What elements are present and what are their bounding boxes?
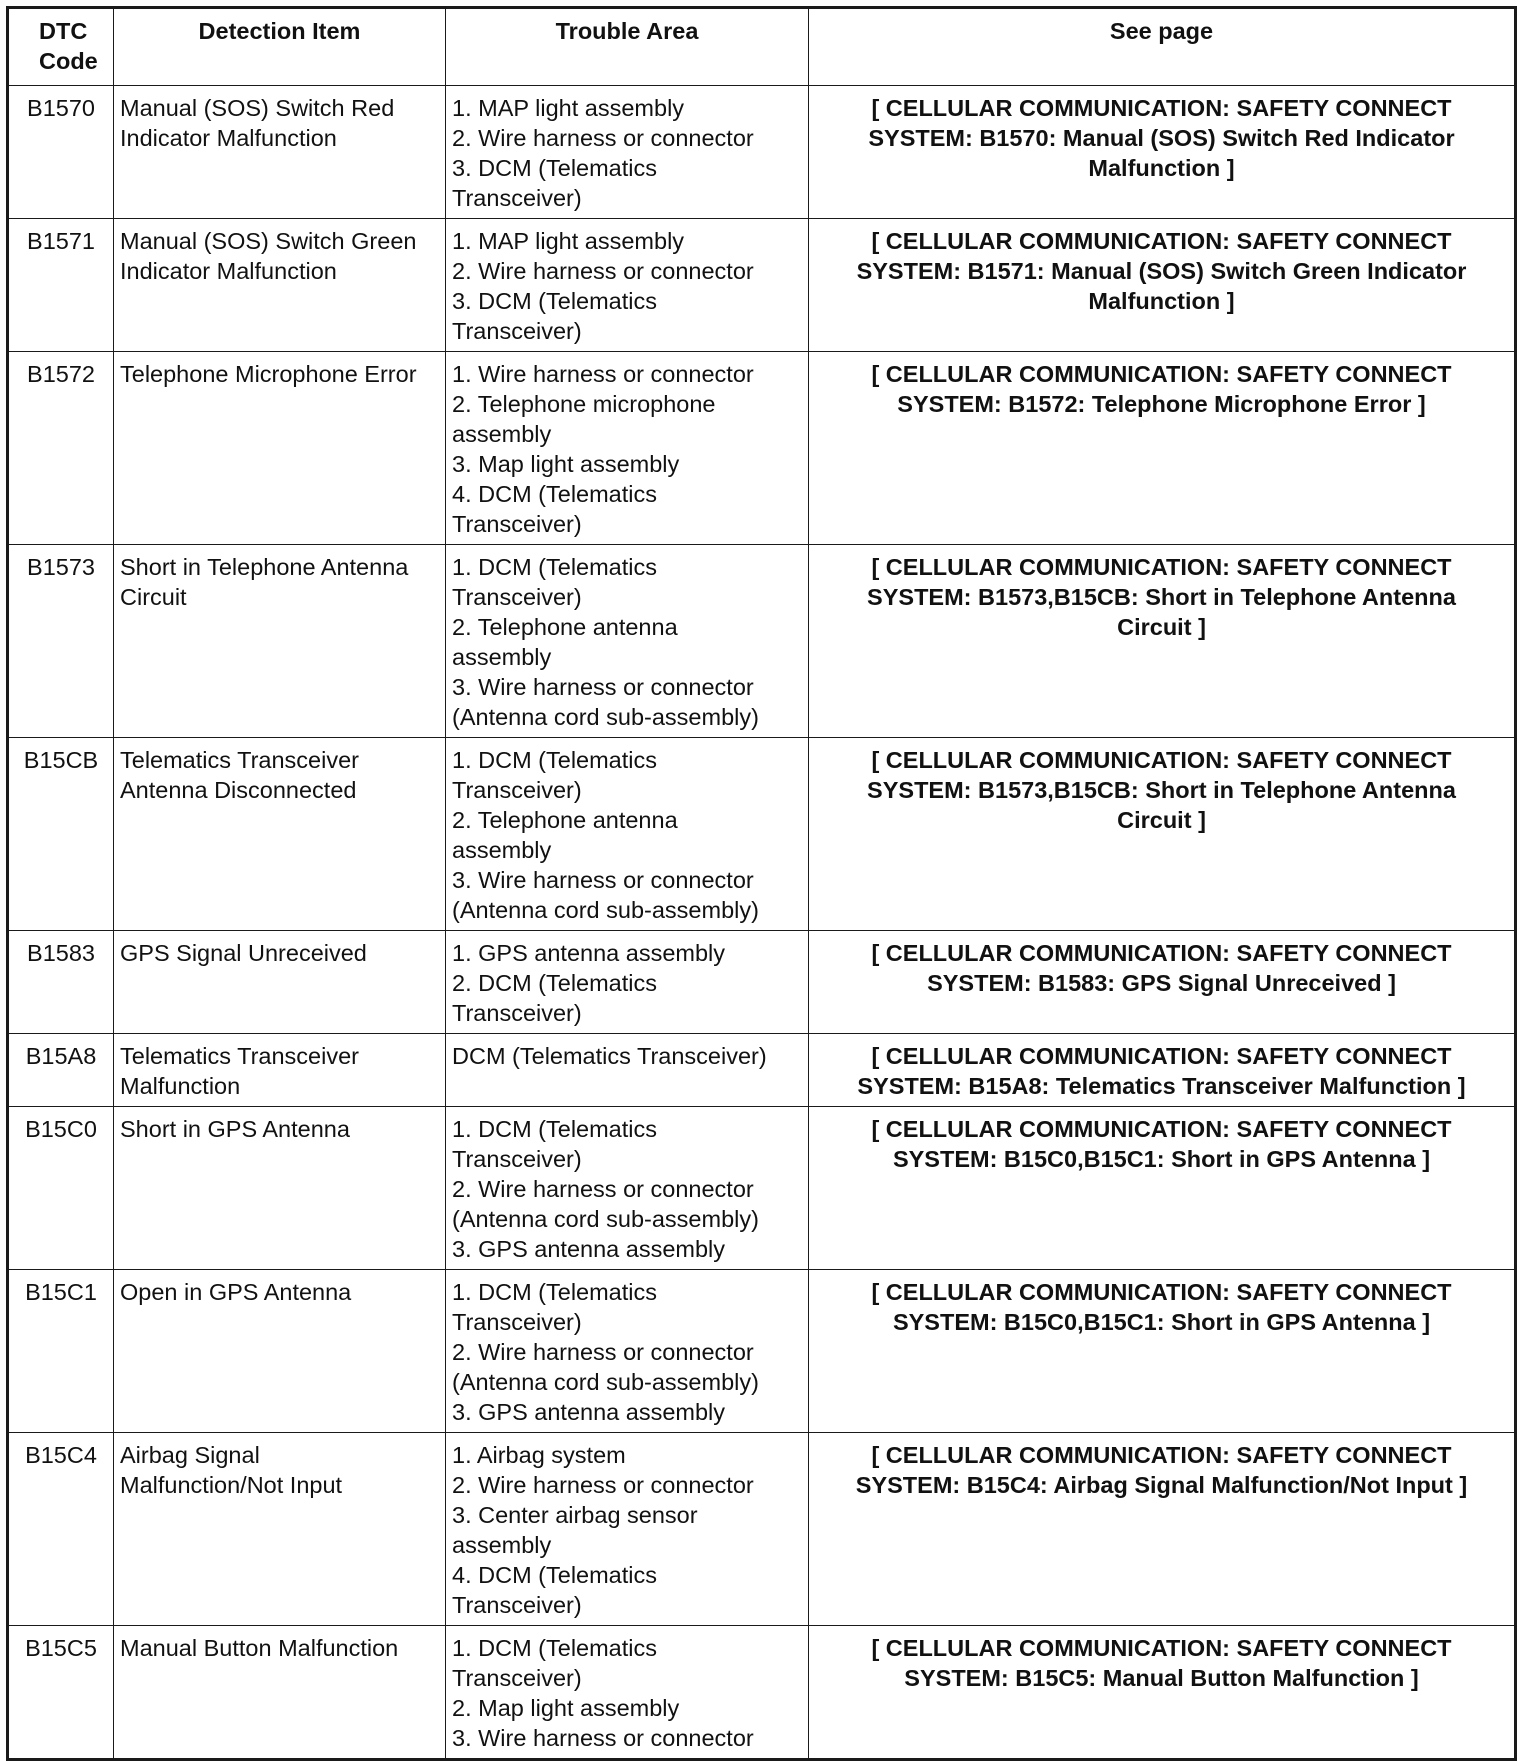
detection-item-line: Short in GPS Antenna [120,1116,350,1142]
detection-item-cell [114,1107,446,1270]
detection-item-cell [114,738,446,931]
dtc-code-cell: B1583 [8,931,114,1034]
detection-item-line: Telephone Microphone Error [120,361,417,387]
trouble-area-line: assembly [452,1532,552,1558]
detection-item-cell [114,1433,446,1626]
see-page-reference-line[interactable]: SYSTEM: B15A8: Telematics Transceiver Malfunction ] [857,1073,1466,1099]
trouble-area-cell [446,545,809,738]
trouble-area-line: 1. DCM (Telematics [452,1279,658,1305]
trouble-area-cell [446,1034,809,1107]
see-page-reference-line[interactable]: SYSTEM: B15C0,B15C1: Short in GPS Antenna ] [892,1309,1431,1335]
detection-item-cell [114,1626,446,1760]
detection-item-line: Manual Button Malfunction [120,1635,399,1661]
see-page-reference-line[interactable]: Circuit ] [1117,614,1206,640]
trouble-area-line: 3. Center airbag sensor [452,1502,698,1528]
trouble-area-cell [446,1270,809,1433]
trouble-area-line: 3. Wire harness or connector [452,867,754,893]
detection-item-cell [114,931,446,1034]
trouble-area-line: 2. Telephone antenna [452,807,678,833]
table-body [8,86,1516,1760]
see-page-reference-line[interactable]: [ CELLULAR COMMUNICATION: SAFETY CONNECT [871,554,1452,580]
trouble-area-line: Transceiver) [452,584,582,610]
see-page-reference-line[interactable]: SYSTEM: B1572: Telephone Microphone Error ] [897,391,1426,417]
trouble-area-line: 1. DCM (Telematics [452,554,658,580]
trouble-area-line: 2. Wire harness or connector [452,258,754,284]
trouble-area-line: 3. GPS antenna assembly [452,1399,726,1425]
dtc-code-cell: B15C0 [8,1107,114,1270]
trouble-area-line: 4. DCM (Telematics [452,1562,658,1588]
trouble-area-line: (Antenna cord sub-assembly) [452,704,759,730]
see-page-reference-line[interactable]: SYSTEM: B1573,B15CB: Short in Telephone Antenna [867,584,1456,610]
trouble-area-line: 1. Wire harness or connector [452,361,754,387]
trouble-area-line: 2. DCM (Telematics [452,970,658,996]
table-row [8,545,1516,738]
see-page-reference-cell[interactable] [809,352,1516,545]
table-row [8,1270,1516,1433]
trouble-area-cell [446,738,809,931]
trouble-area-line: 2. Map light assembly [452,1695,680,1721]
table-row [8,86,1516,219]
trouble-area-line: 1. GPS antenna assembly [452,940,726,966]
trouble-area-cell [446,352,809,545]
detection-item-line: GPS Signal Unreceived [120,940,367,966]
trouble-area-line: assembly [452,644,552,670]
table-row [8,1107,1516,1270]
see-page-reference-line[interactable]: [ CELLULAR COMMUNICATION: SAFETY CONNECT [871,1279,1452,1305]
trouble-area-line: (Antenna cord sub-assembly) [452,1369,759,1395]
trouble-area-line: DCM (Telematics Transceiver) [452,1043,767,1069]
detection-item-line: Manual (SOS) Switch Green [120,228,417,254]
dtc-code-cell: B1572 [8,352,114,545]
trouble-area-line: 3. Wire harness or connector [452,674,754,700]
see-page-reference-cell[interactable] [809,1034,1516,1107]
dtc-code-cell: B1571 [8,219,114,352]
see-page-reference-line[interactable]: [ CELLULAR COMMUNICATION: SAFETY CONNECT [871,95,1452,121]
trouble-area-line: Transceiver) [452,1309,582,1335]
detection-item-line: Malfunction/Not Input [120,1472,343,1498]
detection-item-line: Telematics Transceiver [120,1043,359,1069]
header-row [8,8,1516,86]
see-page-reference-line[interactable]: SYSTEM: B15C5: Manual Button Malfunction ] [904,1665,1419,1691]
table-row [8,1034,1516,1107]
trouble-area-line: Transceiver) [452,1592,582,1618]
see-page-reference-line[interactable]: SYSTEM: B15C4: Airbag Signal Malfunction/Not Input ] [855,1472,1468,1498]
see-page-reference-line[interactable]: Circuit ] [1117,807,1206,833]
trouble-area-line: (Antenna cord sub-assembly) [452,1206,759,1232]
detection-item-line: Manual (SOS) Switch Red [120,95,395,121]
dtc-code-cell: B1573 [8,545,114,738]
detection-item-line: Airbag Signal [120,1442,260,1468]
dtc-code-cell: B15CB [8,738,114,931]
trouble-area-line: 2. Telephone microphone [452,391,716,417]
see-page-reference-line[interactable]: SYSTEM: B1583: GPS Signal Unreceived ] [927,970,1396,996]
see-page-reference-line[interactable]: [ CELLULAR COMMUNICATION: SAFETY CONNECT [871,940,1452,966]
trouble-area-line: 2. Telephone antenna [452,614,678,640]
table-row [8,738,1516,931]
see-page-reference-cell[interactable] [809,86,1516,219]
trouble-area-line: Transceiver) [452,1665,582,1691]
see-page-reference-line[interactable]: [ CELLULAR COMMUNICATION: SAFETY CONNECT [871,1043,1452,1069]
see-page-reference-line[interactable]: [ CELLULAR COMMUNICATION: SAFETY CONNECT [871,228,1452,254]
table-row [8,1626,1516,1760]
header-see-page: See page [809,8,1516,86]
see-page-reference-cell[interactable] [809,931,1516,1034]
table-row [8,931,1516,1034]
header-trouble-area: Trouble Area [446,8,809,86]
trouble-area-cell [446,1107,809,1270]
dtc-code-cell: B15C1 [8,1270,114,1433]
dtc-code-cell: B15C5 [8,1626,114,1760]
see-page-reference-cell[interactable] [809,1626,1516,1760]
trouble-area-line: 3. DCM (Telematics [452,288,658,314]
trouble-area-line: 2. Wire harness or connector [452,1339,754,1365]
detection-item-cell [114,1034,446,1107]
see-page-reference-line[interactable]: Malfunction ] [1088,155,1235,181]
trouble-area-line: 1. DCM (Telematics [452,747,658,773]
detection-item-line: Indicator Malfunction [120,258,337,284]
trouble-area-line: 1. MAP light assembly [452,95,685,121]
trouble-area-cell [446,1433,809,1626]
trouble-area-line: Transceiver) [452,1000,582,1026]
dtc-code-cell: B15C4 [8,1433,114,1626]
see-page-reference-cell[interactable] [809,738,1516,931]
see-page-reference-line[interactable]: [ CELLULAR COMMUNICATION: SAFETY CONNECT [871,1116,1452,1142]
trouble-area-line: 3. Map light assembly [452,451,680,477]
trouble-area-line: 3. DCM (Telematics [452,155,658,181]
header-dtc-code: DTC Code [8,8,114,86]
detection-item-line: Short in Telephone Antenna [120,554,409,580]
table-row [8,219,1516,352]
detection-item-line: Circuit [120,584,187,610]
trouble-area-line: 3. Wire harness or connector [452,1725,754,1751]
see-page-reference-cell[interactable] [809,1107,1516,1270]
detection-item-line: Telematics Transceiver [120,747,359,773]
see-page-reference-line[interactable]: [ CELLULAR COMMUNICATION: SAFETY CONNECT [871,1442,1452,1468]
trouble-area-line: 1. DCM (Telematics [452,1116,658,1142]
trouble-area-line: assembly [452,421,552,447]
detection-item-cell [114,86,446,219]
see-page-reference-cell[interactable] [809,545,1516,738]
trouble-area-cell [446,219,809,352]
trouble-area-cell [446,86,809,219]
see-page-reference-line[interactable]: [ CELLULAR COMMUNICATION: SAFETY CONNECT [871,1635,1452,1661]
see-page-reference-line[interactable]: SYSTEM: B1571: Manual (SOS) Switch Green Indicator [856,258,1467,284]
see-page-reference-line[interactable]: [ CELLULAR COMMUNICATION: SAFETY CONNECT [871,747,1452,773]
see-page-reference-cell[interactable] [809,1433,1516,1626]
detection-item-cell [114,1270,446,1433]
detection-item-line: Open in GPS Antenna [120,1279,352,1305]
trouble-area-line: 1. Airbag system [452,1442,626,1468]
detection-item-cell [114,545,446,738]
detection-item-line: Antenna Disconnected [120,777,357,803]
trouble-area-cell [446,931,809,1034]
trouble-area-line: 2. Wire harness or connector [452,1472,754,1498]
trouble-area-line: assembly [452,837,552,863]
trouble-area-line: Transceiver) [452,777,582,803]
see-page-reference-line[interactable]: [ CELLULAR COMMUNICATION: SAFETY CONNECT [871,361,1452,387]
trouble-area-line: 1. DCM (Telematics [452,1635,658,1661]
trouble-area-line: (Antenna cord sub-assembly) [452,897,759,923]
dtc-code-cell: B15A8 [8,1034,114,1107]
detection-item-cell [114,352,446,545]
see-page-reference-line[interactable]: SYSTEM: B15C0,B15C1: Short in GPS Antenna ] [892,1146,1431,1172]
see-page-reference-line[interactable]: SYSTEM: B1573,B15CB: Short in Telephone Antenna [867,777,1456,803]
table-row [8,352,1516,545]
trouble-area-line: Transceiver) [452,1146,582,1172]
trouble-area-line: Transceiver) [452,185,582,211]
trouble-area-line: 2. Wire harness or connector [452,1176,754,1202]
detection-item-line: Indicator Malfunction [120,125,337,151]
trouble-area-line: 2. Wire harness or connector [452,125,754,151]
header-detection-item: Detection Item [114,8,446,86]
dtc-table-sheet [6,6,1514,1761]
trouble-area-line: 3. GPS antenna assembly [452,1236,726,1262]
see-page-reference-line[interactable]: SYSTEM: B1570: Manual (SOS) Switch Red Indicator [868,125,1455,151]
table-row [8,1433,1516,1626]
see-page-reference-cell[interactable] [809,1270,1516,1433]
dtc-table [6,6,1517,1761]
detection-item-line: Malfunction [120,1073,241,1099]
trouble-area-line: 1. MAP light assembly [452,228,685,254]
trouble-area-cell [446,1626,809,1760]
detection-item-cell [114,219,446,352]
trouble-area-line: Transceiver) [452,511,582,537]
trouble-area-line: Transceiver) [452,318,582,344]
trouble-area-line: 4. DCM (Telematics [452,481,658,507]
see-page-reference-cell[interactable] [809,219,1516,352]
see-page-reference-line[interactable]: Malfunction ] [1088,288,1235,314]
dtc-code-cell: B1570 [8,86,114,219]
